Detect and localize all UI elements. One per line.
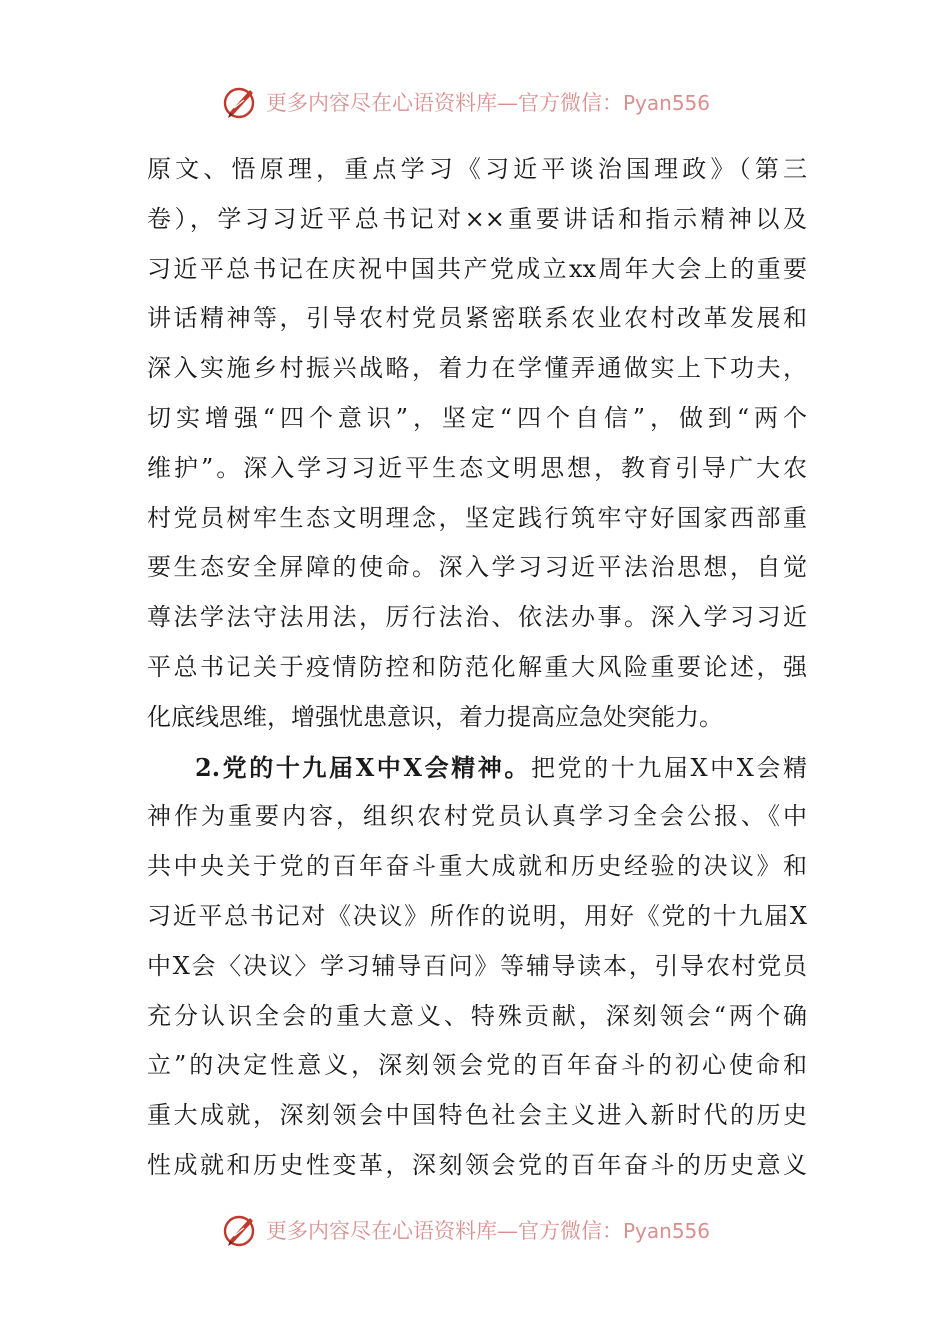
text-line: 尊法学法守法用法，厉行法治、依法办事。深入学习习近 <box>147 603 807 632</box>
pen-logo-icon <box>220 82 260 122</box>
text-line: 卷），学习习近平总书记对××重要讲话和指示精神以及 <box>147 204 807 233</box>
text-line: 平总书记关于疫情防控和防范化解重大风险重要论述，强 <box>147 652 807 681</box>
footer-watermark <box>0 1206 950 1254</box>
text-line: 习近平总书记在庆祝中国共产党成立xx周年大会上的重要 <box>147 254 807 283</box>
text-line: 中X会〈决议〉学习辅导百问》等辅导读本，引导农村党员 <box>147 951 807 980</box>
text-line: 充分认识全会的重大意义、特殊贡献，深刻领会“两个确 <box>147 1001 807 1030</box>
text-line: 维护”。深入学习习近平生态文明思想，教育引导广大农 <box>147 453 807 482</box>
document-body <box>147 145 807 1191</box>
wechat-id: Pyan556 <box>622 91 710 115</box>
text-line: 立”的决定性意义，深刻领会党的百年奋斗的初心使命和 <box>147 1051 807 1080</box>
text-line: 深入实施乡村振兴战略，着力在学懂弄通做实上下功夫， <box>147 354 807 383</box>
text-line: 习近平总书记对《决议》所作的说明，用好《党的十九届X <box>147 901 807 930</box>
header-watermark <box>0 78 950 126</box>
text-line: 化底线思维，增强忧患意识，着力提高应急处突能力。 <box>147 702 723 731</box>
watermark-text: 更多内容尽在心语资料库—官方微信：Pyan556 <box>265 91 710 115</box>
text-line: 要生态安全屏障的使命。深入学习习近平法治思想，自觉 <box>147 553 807 582</box>
text-line: 村党员树牢生态文明理念，坚定践行筑牢守好国家西部重 <box>147 503 807 532</box>
wechat-id: Pyan556 <box>622 1219 710 1243</box>
section-heading: 2.党的十九届X中X会精神。 <box>195 752 531 782</box>
text-line: 重大成就，深刻领会中国特色社会主义进入新时代的历史 <box>147 1101 807 1130</box>
watermark-text: 更多内容尽在心语资料库—官方微信：Pyan556 <box>265 1219 710 1243</box>
text-line: 神作为重要内容，组织农村党员认真学习全会公报、《中 <box>147 802 807 831</box>
pen-logo-icon <box>220 1210 260 1250</box>
text-line: 讲话精神等，引导农村党员紧密联系农业农村改革发展和 <box>147 304 807 333</box>
section-heading-line <box>147 743 807 793</box>
text-line: 原文、悟原理，重点学习《习近平谈治国理政》（第三 <box>147 155 807 183</box>
text-line: 性成就和历史性变革，深刻领会党的百年奋斗的历史意义 <box>147 1150 807 1179</box>
text-line: 切实增强“四个意识”，坚定“四个自信”，做到“两个 <box>147 403 807 432</box>
text-line: 共中央关于党的百年奋斗重大成就和历史经验的决议》和 <box>147 852 807 881</box>
section-text: 把党的十九届X中X会精 <box>530 753 807 782</box>
